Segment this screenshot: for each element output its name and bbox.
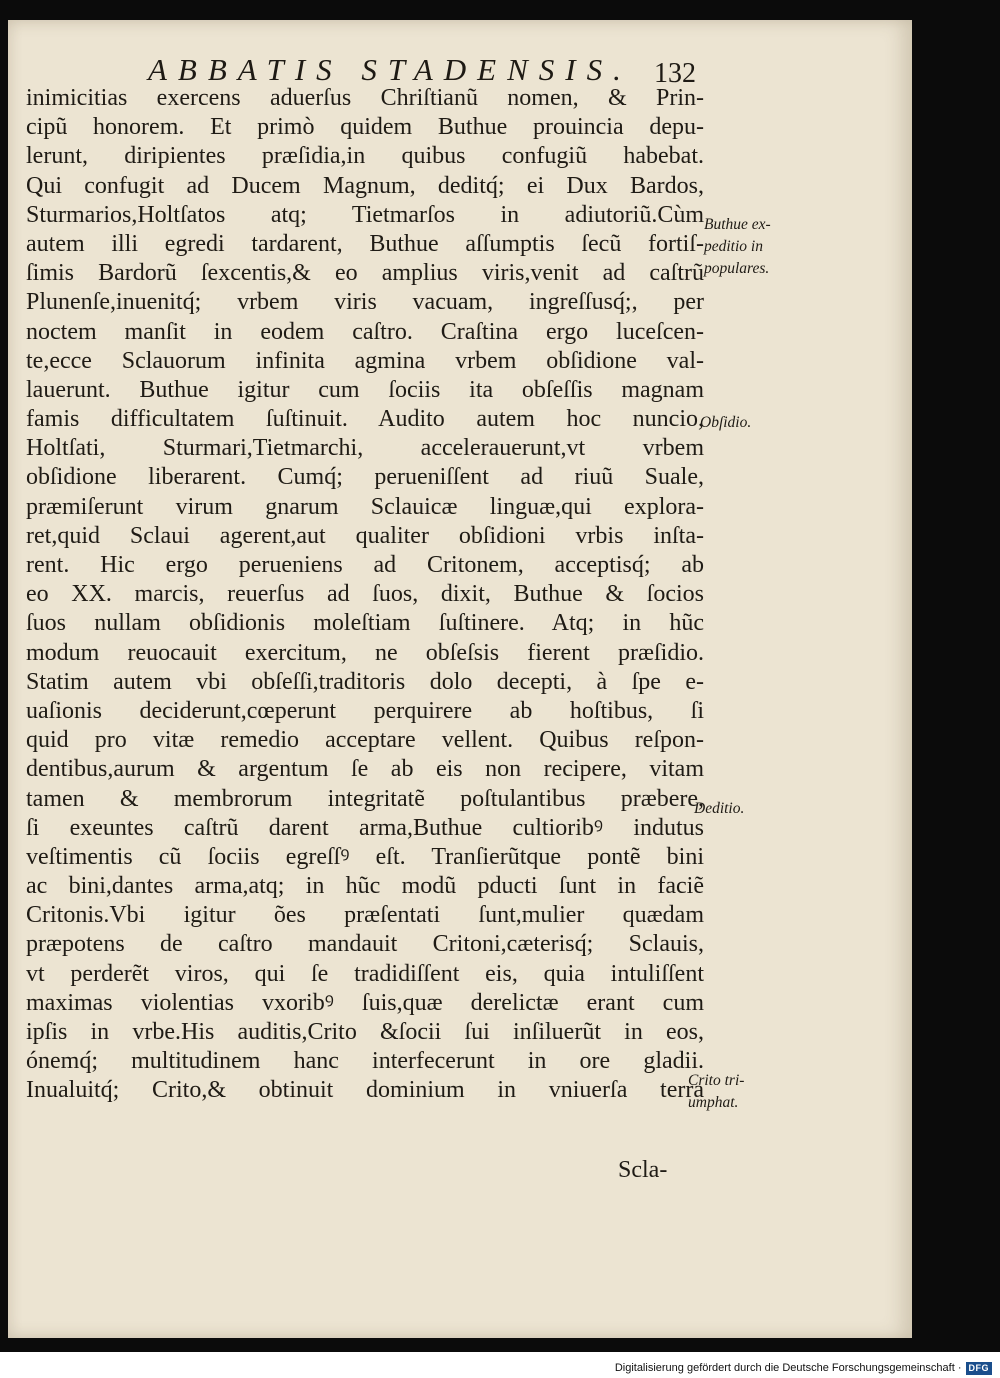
text-line: ſuos nullam obſidionis moleſtiam ſuſtinere. Atq; in hũc [26,610,704,637]
text-line: Plunenſe,inuenitq́; vrbem viris vacuam, ingreſſusq́;, per [26,289,704,316]
credit-text: Digitalisierung gefördert durch die Deutsche Forschungsgemeinschaft · [614,1362,962,1374]
marginal-note-line: Buthue ex- [704,216,771,233]
text-line: ipſis in vrbe.His auditis,Crito &ſocii ſui inſiluerũt in eos, [26,1019,704,1045]
marginal-note-line: Crito tri- [688,1072,745,1089]
digitization-credit [615,1360,992,1376]
marginal-note [704,214,771,280]
book-page [8,20,912,1338]
text-line: modum reuocauit exercitum, ne obſeſsis fierent præſidio. [26,639,704,666]
text-line: præpotens de caſtro mandauit Critoni,cæterisq́; Sclauis, [26,931,704,958]
text-line: præmiſerunt virum gnarum Sclauicæ linguæ,qui explora- [26,493,704,520]
marginal-note-line: umphat. [688,1094,739,1111]
text-line: vt perderẽt viros, qui ſe tradidiſſent eis, quia intuliſſent [26,960,704,987]
page-number: 132 [654,58,696,89]
text-line: cipũ honorem. Et primò quidem Buthue prouincia depu- [26,114,704,141]
text-line: dentibus,aurum & argentum ſe ab eis non recipere, vitam [26,756,704,783]
text-line: maximas violentias vxoribꝰ ſuis,quæ derelictæ erant cum [26,989,704,1016]
text-line: Critonis.Vbi igitur ões præſentati ſunt,mulier quædam [26,902,704,929]
text-line: te,ecce Sclauorum infinita agmina vrbem obſidione val- [26,347,704,374]
marginal-note-line: Deditio. [694,800,745,817]
text-line: Sturmarios,Holtſatos atq; Tietmarſos in adiutoriũ.Cùm [26,201,704,228]
text-line: ret,quid Sclaui agerent,aut qualiter obſidioni vrbis inſta- [26,522,704,549]
text-line: noctem manſit in eodem caſtro. Craſtina ergo luceſcen- [26,318,704,345]
catchword: Scla- [618,1157,668,1183]
marginal-note-line: peditio in [704,238,763,255]
dfg-logo: DFG [966,1362,993,1375]
marginal-note [700,412,751,434]
text-line: Inualuitq́; Crito,& obtinuit dominium in vniuerſa terra [26,1077,704,1104]
marginal-note [688,1070,744,1114]
text-line: quid pro vitæ remedio acceptare vellent. Quibus reſpon- [26,727,704,754]
marginal-note-line: populares. [704,260,770,277]
marginal-note-line: Obſidio. [700,414,752,431]
text-line: lauerunt. Buthue igitur cum ſociis ita obſeſſis magnam [26,376,704,403]
text-line: veſtimentis cũ ſociis egreſſꝰ eſt. Tranſierũtque pontẽ bini [26,843,704,870]
marginal-note [694,798,744,820]
text-line: Holtſati, Sturmari,Tietmarchi, accelerauerunt,vt vrbem [26,435,704,462]
text-line: ſi exeuntes caſtrũ darent arma,Buthue cultioribꝰ indutus [26,814,704,841]
text-line: ónemq́; multitudinem hanc interfecerunt in ore gladii. [26,1048,704,1075]
running-head: ABBATIS STADENSIS. [148,52,632,87]
text-line: uaſionis deciderunt,cœperunt perquirere ab hoſtibus, ſi [26,697,704,724]
text-line: Qui confugit ad Ducem Magnum, deditq́; ei Dux Bardos, [26,172,704,199]
text-line: autem illi egredi tardarent, Buthue aſſumptis ſecũ fortiſ- [26,230,704,257]
text-line: rent. Hic ergo perueniens ad Critonem, acceptisq́; ab [26,552,704,578]
text-line: tamen & membrorum integritatẽ poſtulantibus præbere, [26,785,704,812]
text-line: eo XX. marcis, reuerſus ad ſuos, dixit, Buthue & ſocios [26,581,704,608]
text-line: famis difficultatem ſuſtinuit. Audito autem hoc nuncio, [26,406,704,433]
body-text [26,84,704,1106]
text-line: lerunt, diripientes præſidia,in quibus confugiũ habebat. [26,143,704,170]
text-line: obſidione liberarent. Cumq́; perueniſſent ad riuũ Suale, [26,464,704,491]
text-line: ac bini,dantes arma,atq; in hũc modũ pducti ſunt in faciẽ [26,873,704,900]
text-line: inimicitias exercens aduerſus Chriſtianũ nomen, & Prin- [26,85,704,111]
text-line: Statim autem vbi obſeſſi,traditoris dolo decepti, à ſpe e- [26,668,704,695]
text-line: ſimis Bardorũ ſexcentis,& eo amplius viris,venit ad caſtrũ [26,260,704,287]
